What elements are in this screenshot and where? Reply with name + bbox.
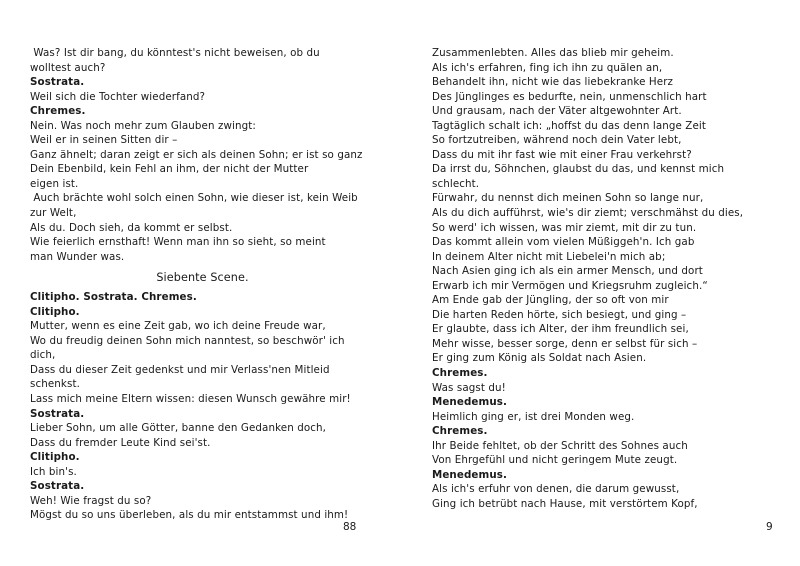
verse-line: Auch brächte wohl solch einen Sohn, wie dieser ist, kein Weib	[30, 192, 358, 205]
verse-line: Mögst du so uns überleben, als du mir entstammst und ihm!	[30, 509, 349, 522]
verse-line: Zusammenlebten. Alles das blieb mir geheim.	[432, 47, 674, 59]
verse-line: Wo du freudig deinen Sohn mich nanntest, so beschwör' ich	[30, 334, 345, 347]
verse-line: Des Jünglinges es bedurfte, nein, unmenschlich hart	[432, 90, 707, 103]
verse-line: Ganz ähnelt; daran zeigt er sich als deinen Sohn; er ist so ganz	[30, 148, 363, 161]
verse-line: Heimlich ging er, ist drei Monden weg.	[432, 410, 635, 423]
verse-line: Ich bin's.	[30, 465, 77, 478]
verse-line: Die harten Reden hörte, sich besiegt, und ging –	[432, 308, 687, 321]
verse-line: Als ich's erfahren, fing ich ihn zu quälen an,	[432, 61, 663, 74]
verse-line: Als du dich aufführst, wie's dir ziemt; verschmähst du dies,	[432, 207, 744, 220]
verse-line: Behandelt ihn, nicht wie das liebekranke Herz	[432, 76, 674, 89]
verse-line: Und grausam, nach der Väter altgewohnter Art.	[432, 105, 682, 118]
verse-line: Dass du dieser Zeit gedenkst und mir Verlass'nen Mitleid	[30, 363, 330, 376]
verse-line: Am Ende gab der Jüngling, der so oft von mir	[432, 294, 669, 307]
verse-line: wolltest auch?	[30, 61, 106, 74]
speaker-name: Clitipho.	[30, 305, 80, 318]
verse-line: Tagtäglich schalt ich: „hoffst du das denn lange Zeit	[432, 119, 707, 132]
verse-line: dich,	[30, 349, 56, 362]
verse-line: So fortzutreiben, während noch dein Vater lebt,	[432, 134, 682, 147]
verse-line: Lieber Sohn, um alle Götter, banne den Gedanken doch,	[30, 422, 327, 435]
verse-line: Das kommt allein vom vielen Müßiggeh'n. Ich gab	[432, 236, 695, 249]
scene-heading: Siebente Scene.	[156, 271, 249, 285]
verse-line: Weil sich die Tochter wiederfand?	[30, 90, 206, 103]
speaker-name: Clitipho.	[30, 451, 80, 464]
verse-line: Als du. Doch sieh, da kommt er selbst.	[30, 221, 233, 234]
speaker-name: Chremes.	[432, 425, 488, 438]
verse-line: Ging ich betrübt nach Hause, mit verstörtem Kopf,	[432, 497, 698, 510]
verse-line: schlecht.	[432, 177, 480, 190]
verse-line: Mutter, wenn es eine Zeit gab, wo ich deine Freude war,	[30, 320, 326, 333]
verse-line: eigen ist.	[30, 177, 79, 190]
verse-line: Wie feierlich ernsthaft! Wenn man ihn so sieht, so meint	[30, 236, 326, 249]
verse-line: Nach Asien ging ich als ein armer Mensch, und dort	[432, 265, 703, 278]
verse-line: Als ich's erfuhr von denen, die darum gewusst,	[432, 483, 680, 496]
speaker-name: Sostrata.	[30, 480, 85, 493]
speaker-name: Sostrata.	[30, 407, 85, 420]
verse-line: Mehr wisse, besser sorge, denn er selbst für sich –	[432, 337, 698, 350]
speaker-name: Sostrata.	[30, 76, 85, 89]
verse-line: Von Ehrgefühl und nicht geringem Mute zeugt.	[432, 454, 678, 467]
verse-line: In deinem Alter nicht mit Liebelei'n mich ab;	[432, 250, 666, 263]
verse-line: So werd' ich wissen, was mir ziemt, mit dir zu tun.	[432, 221, 697, 234]
page-number-left: 88	[343, 521, 357, 533]
verse-line: Fürwahr, du nennst dich meinen Sohn so lange nur,	[432, 192, 704, 205]
verse-line: Nein. Was noch mehr zum Glauben zwingt:	[30, 119, 256, 132]
verse-line: Er ging zum König als Soldat nach Asien.	[432, 352, 647, 365]
page-number-right: 9	[766, 521, 773, 533]
verse-line: Ihr Beide fehltet, ob der Schritt des Sohnes auch	[432, 439, 688, 452]
verse-line: zur Welt,	[30, 207, 77, 220]
verse-line: Weh! Wie fragst du so?	[30, 494, 152, 507]
verse-line: Weil er in seinen Sitten dir –	[30, 134, 178, 147]
verse-line: Erwarb ich mir Vermögen und Kriegsruhm zugleich.“	[432, 279, 708, 292]
verse-line: Dass du mit ihr fast wie mit einer Frau verkehrst?	[432, 148, 692, 161]
speaker-name: Chremes.	[432, 367, 488, 380]
speaker-name: Menedemus.	[432, 396, 508, 409]
speaker-name: Menedemus.	[432, 468, 508, 481]
text-column-right	[432, 46, 777, 512]
verse-line: schenkst.	[30, 378, 80, 391]
verse-line: Dein Ebenbild, kein Fehl an ihm, der nicht der Mutter	[30, 163, 309, 176]
verse-line: Da irrst du, Söhnchen, glaubst du das, und kennst mich	[432, 163, 725, 176]
verse-line: Was? Ist dir bang, du könntest's nicht beweisen, ob du	[30, 47, 320, 59]
verse-line: Er glaubte, dass ich Alter, der ihm freundlich sei,	[432, 323, 689, 336]
verse-line: Dass du fremder Leute Kind sei'st.	[30, 436, 211, 449]
verse-line: man Wunder was.	[30, 250, 125, 263]
speaker-name: Clitipho. Sostrata. Chremes.	[30, 291, 197, 304]
text-column-left	[30, 46, 375, 523]
verse-line: Was sagst du!	[432, 381, 506, 394]
verse-line: Lass mich meine Eltern wissen: diesen Wunsch gewähre mir!	[30, 393, 351, 406]
speaker-name: Chremes.	[30, 105, 86, 118]
